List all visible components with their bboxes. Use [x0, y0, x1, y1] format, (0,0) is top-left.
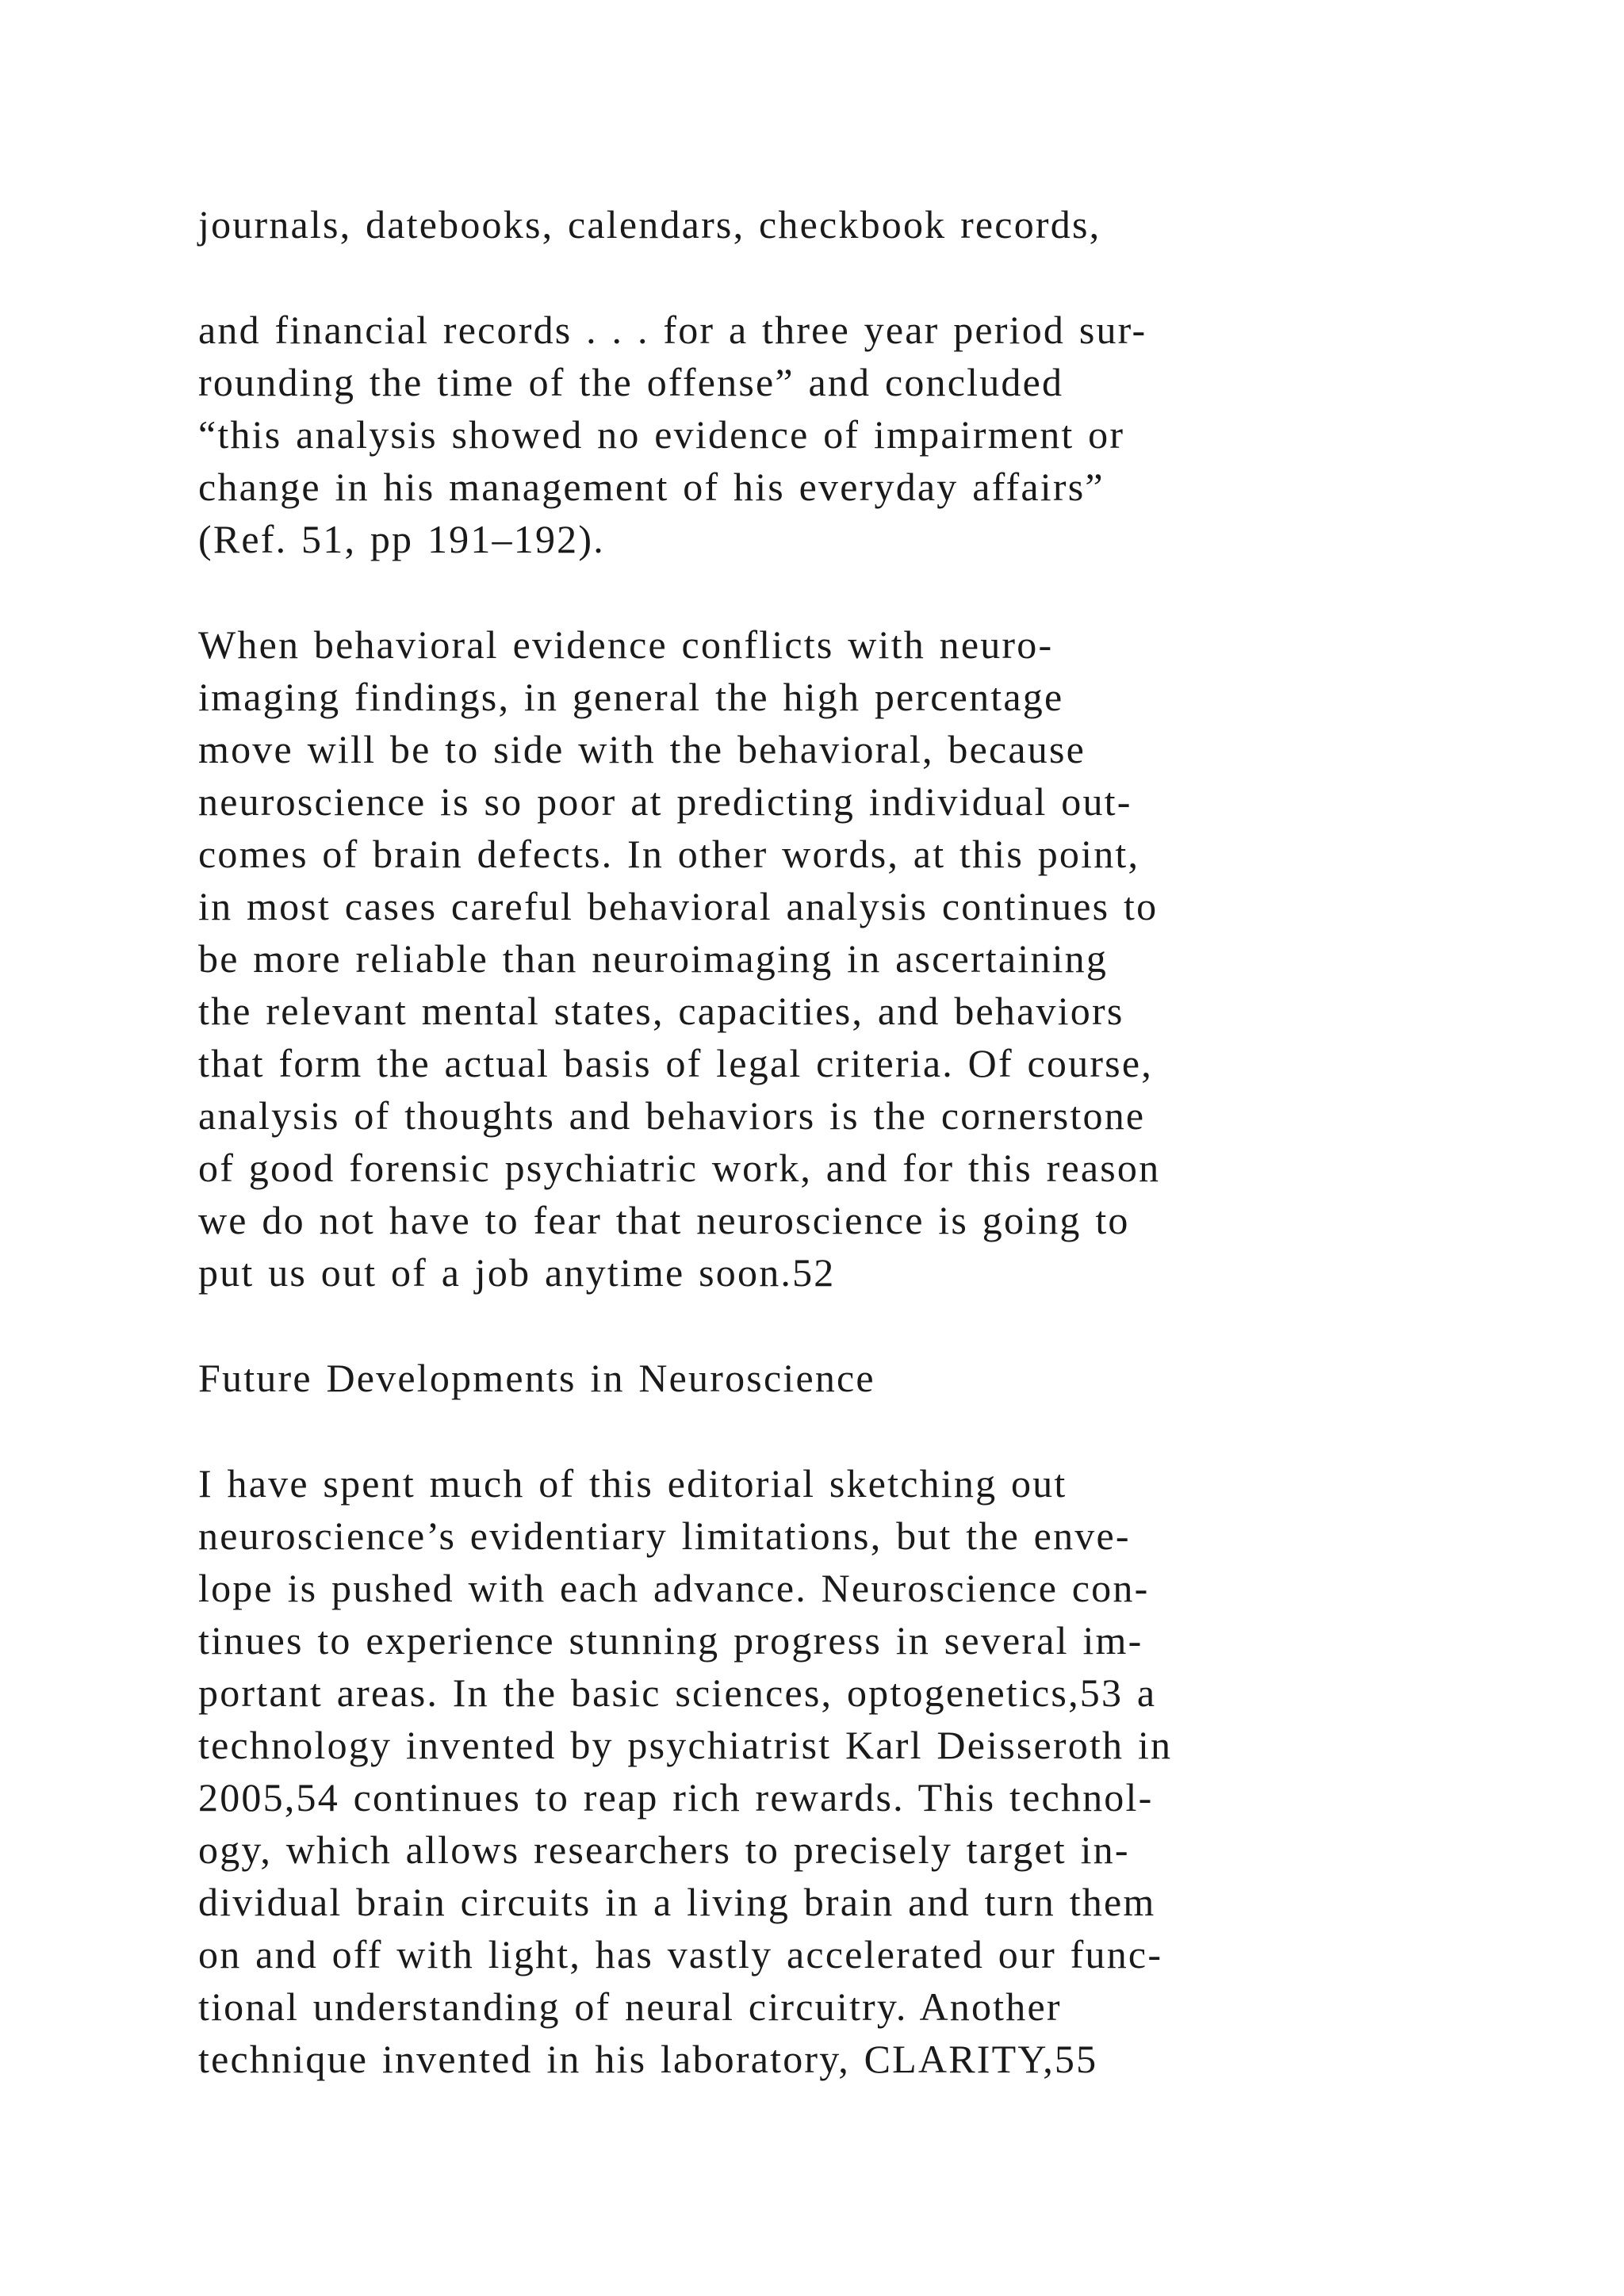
- text-line: comes of brain defects. In other words, at this point,: [198, 832, 1140, 876]
- text-line: be more reliable than neuroimaging in ascertaining: [198, 936, 1109, 981]
- text-line: technique invented in his laboratory, CLARITY,55: [198, 2037, 1098, 2081]
- text-line: (Ref. 51, pp 191–192).: [198, 517, 605, 561]
- text-line: tional understanding of neural circuitry. Another: [198, 1984, 1062, 2029]
- text-line: journals, datebooks, calendars, checkbook records,: [198, 202, 1101, 247]
- text-line: and financial records . . . for a three year period sur-: [198, 308, 1147, 352]
- text-line: of good forensic psychiatric work, and for this reason: [198, 1146, 1161, 1190]
- text-line: ogy, which allows researchers to precisely target in-: [198, 1827, 1130, 1872]
- text-line: put us out of a job anytime soon.52: [198, 1250, 836, 1295]
- text-line: neuroscience’s evidentiary limitations, but the enve-: [198, 1513, 1131, 1558]
- text-line: neuroscience is so poor at predicting individual out-: [198, 779, 1132, 824]
- text-line: that form the actual basis of legal criteria. Of course,: [198, 1041, 1153, 1085]
- text-line: rounding the time of the offense” and concluded: [198, 360, 1064, 404]
- text-line: dividual brain circuits in a living brain and turn them: [198, 1880, 1156, 1924]
- text-line: portant areas. In the basic sciences, optogenetics,53 a: [198, 1670, 1157, 1715]
- text-line: I have spent much of this editorial sketching out: [198, 1461, 1067, 1506]
- text-line: in most cases careful behavioral analysis continues to: [198, 884, 1159, 928]
- text-line: technology invented by psychiatrist Karl Deisseroth in: [198, 1723, 1173, 1767]
- section-heading: Future Developments in Neuroscience: [198, 1356, 875, 1400]
- text-line: tinues to experience stunning progress in several im-: [198, 1618, 1143, 1663]
- text-line: the relevant mental states, capacities, and behaviors: [198, 989, 1124, 1033]
- text-line: change in his management of his everyday affairs”: [198, 465, 1105, 509]
- text-line: When behavioral evidence conflicts with neuro-: [198, 622, 1054, 667]
- text-line: 2005,54 continues to reap rich rewards. This technol-: [198, 1775, 1154, 1820]
- text-line: we do not have to fear that neuroscience is going to: [198, 1198, 1130, 1242]
- text-line: imaging findings, in general the high percentage: [198, 675, 1064, 719]
- text-line: on and off with light, has vastly accelerated our func-: [198, 1932, 1163, 1976]
- text-line: move will be to side with the behavioral, because: [198, 727, 1086, 771]
- text-line: lope is pushed with each advance. Neuroscience con-: [198, 1566, 1150, 1610]
- text-line: analysis of thoughts and behaviors is the cornerstone: [198, 1093, 1146, 1138]
- text-line: “this analysis showed no evidence of impairment or: [198, 412, 1125, 457]
